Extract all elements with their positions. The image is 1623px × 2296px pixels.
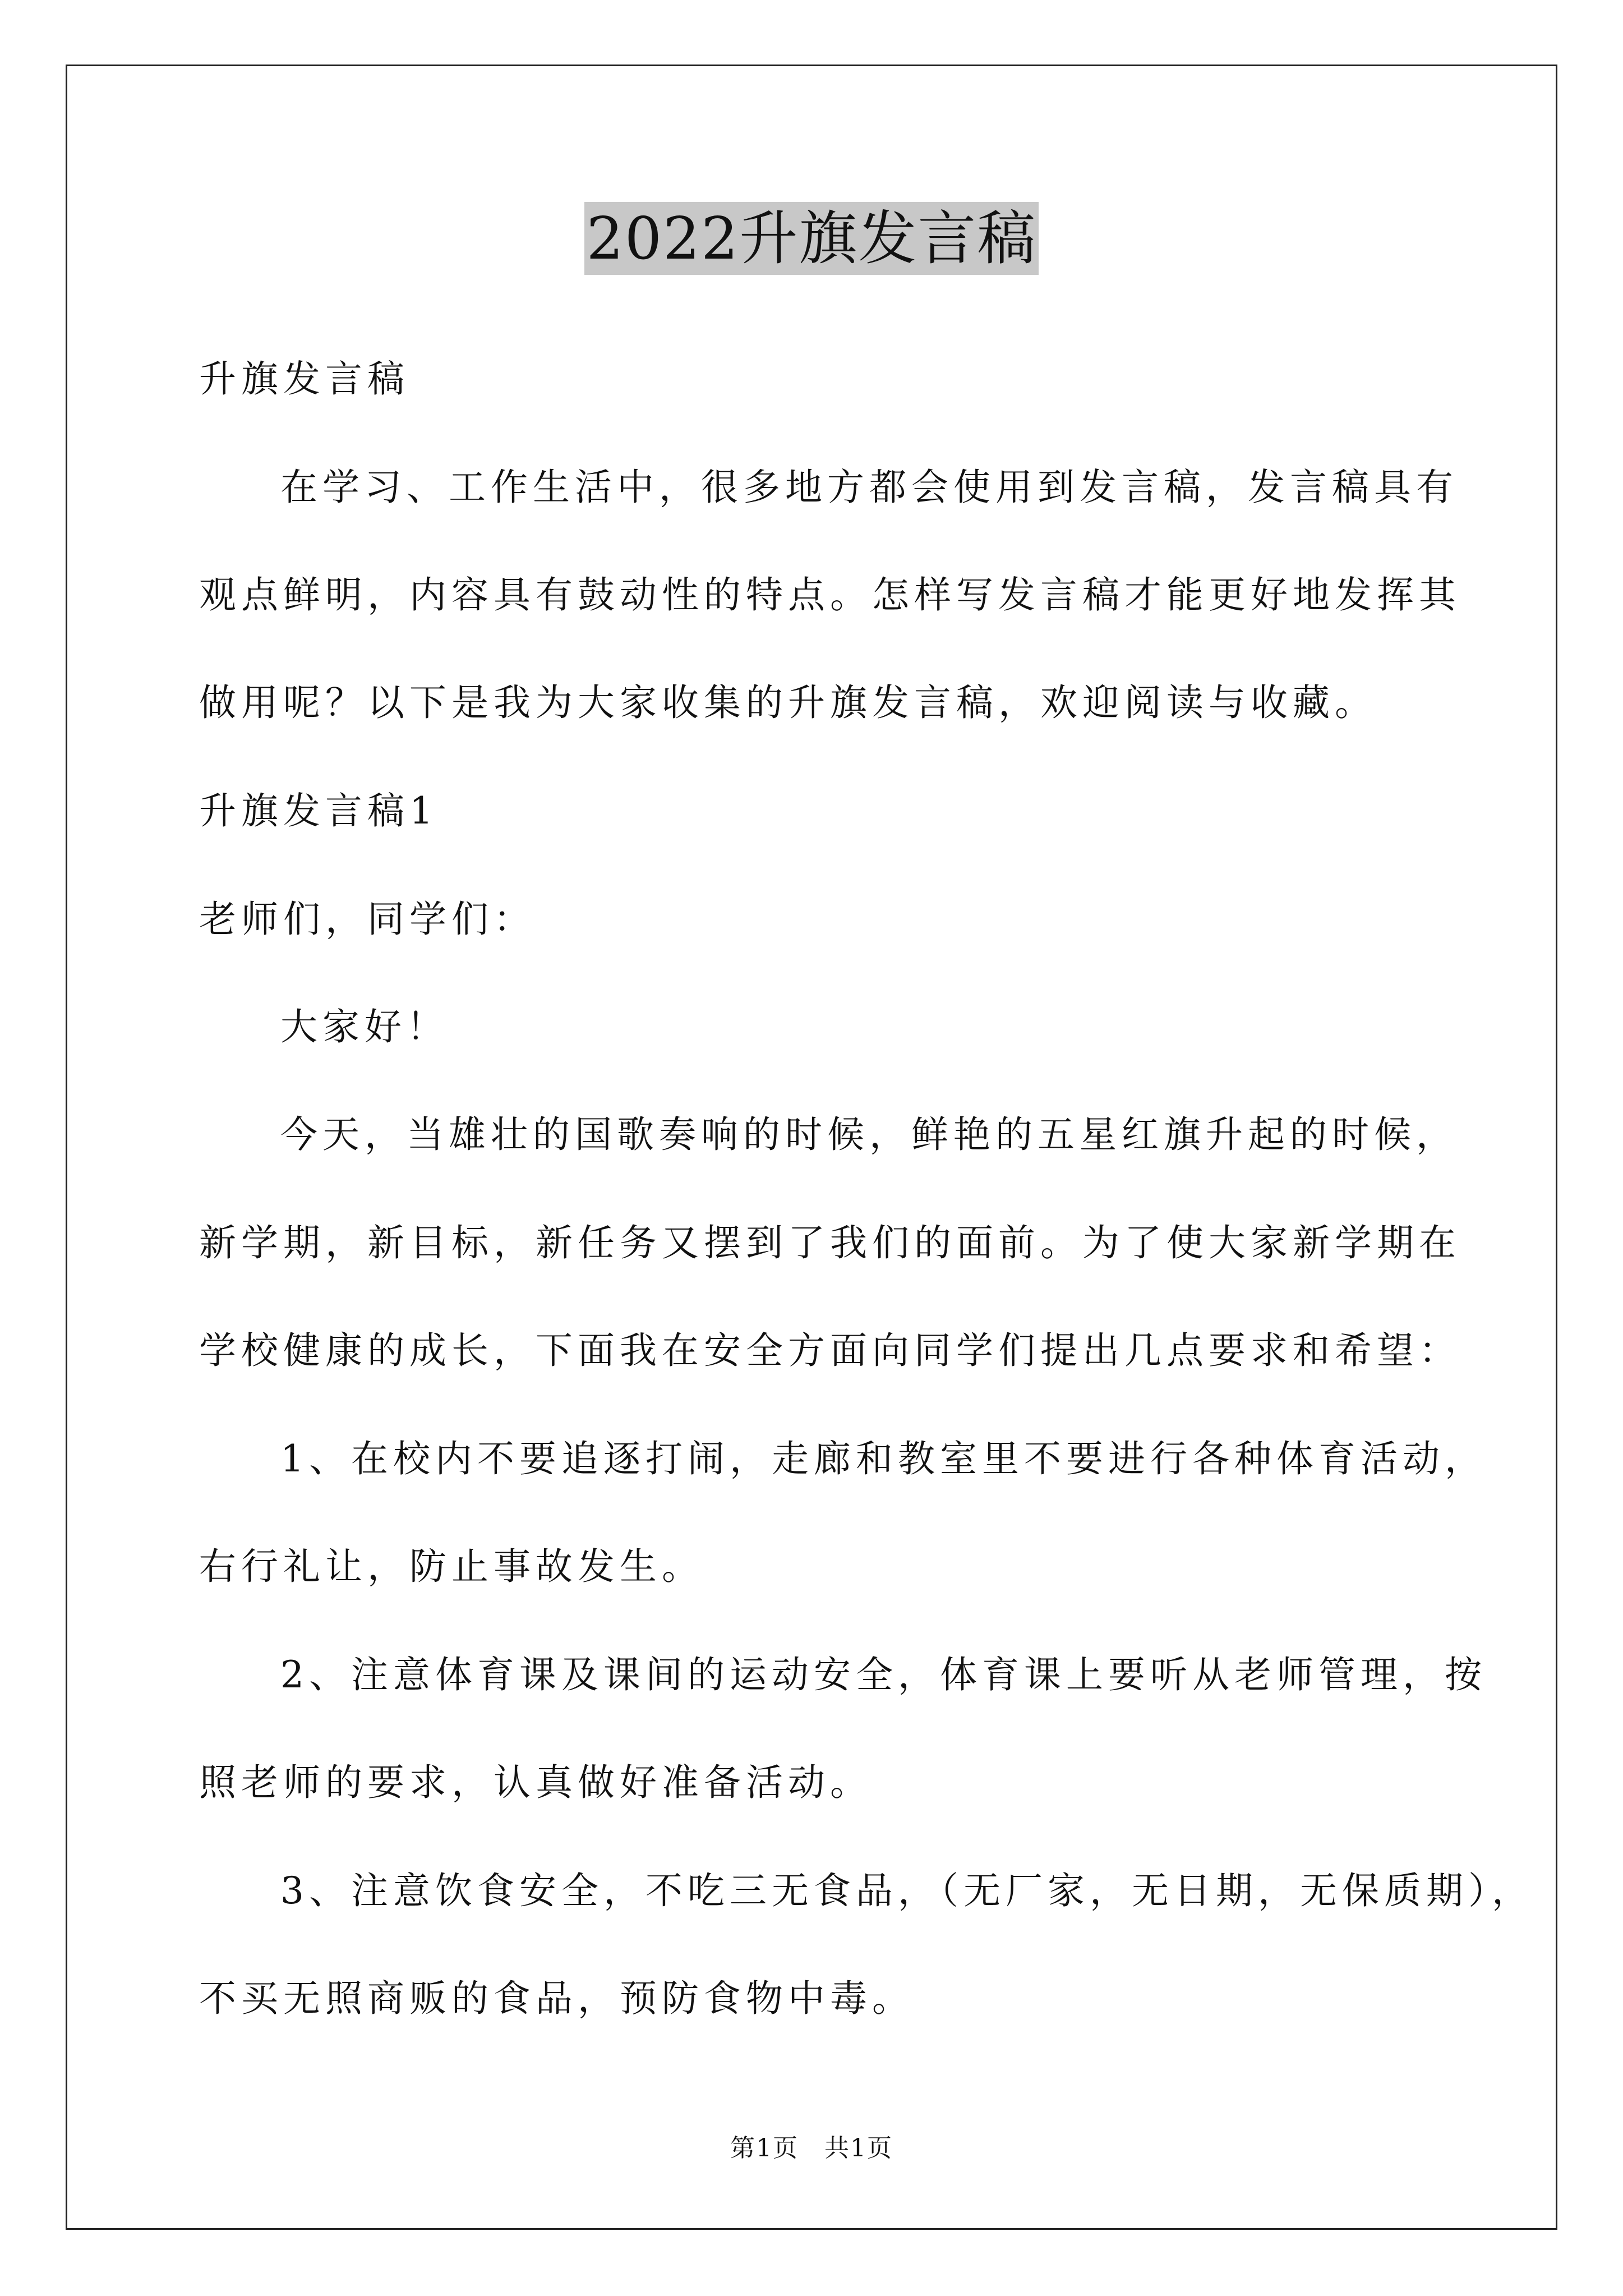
list-item-line: 3、注意饮食安全，不吃三无食品，（无厂家，无日期，无保质期），	[280, 1869, 1534, 1912]
greeting: 大家好！	[280, 1005, 449, 1048]
paragraph-line: 今天，当雄壮的国歌奏响的时候，鲜艳的五星红旗升起的时候，	[280, 1113, 1458, 1156]
list-item-line: 不买无照商贩的食品，预防食物中毒。	[199, 1977, 914, 2020]
section-heading: 升旗发言稿	[199, 357, 409, 401]
paragraph-line: 学校健康的成长，下面我在安全方面向同学们提出几点要求和希望：	[199, 1329, 1461, 1372]
page-footer: 第1页 共1页	[730, 2134, 893, 2162]
list-item-line: 2、注意体育课及课间的运动安全，体育课上要听从老师管理，按	[280, 1653, 1487, 1696]
salutation: 老师们，同学们：	[199, 898, 536, 941]
document-title: 2022升旗发言稿	[584, 202, 1039, 275]
section-heading: 升旗发言稿1	[199, 789, 438, 832]
list-item-line: 1、在校内不要追逐打闹，走廊和教室里不要进行各种体育活动，	[280, 1437, 1487, 1480]
title-wrap	[0, 202, 1623, 275]
paragraph-line: 做用呢？以下是我为大家收集的升旗发言稿，欢迎阅读与收藏。	[199, 681, 1377, 724]
paragraph-line: 新学期，新目标，新任务又摆到了我们的面前。为了使大家新学期在	[199, 1221, 1461, 1264]
list-item-line: 右行礼让，防止事故发生。	[199, 1545, 704, 1588]
list-item-line: 照老师的要求，认真做好准备活动。	[199, 1761, 872, 1804]
paragraph-line: 在学习、工作生活中，很多地方都会使用到发言稿，发言稿具有	[280, 466, 1458, 509]
paragraph-line: 观点鲜明，内容具有鼓动性的特点。怎样写发言稿才能更好地发挥其	[199, 573, 1461, 616]
